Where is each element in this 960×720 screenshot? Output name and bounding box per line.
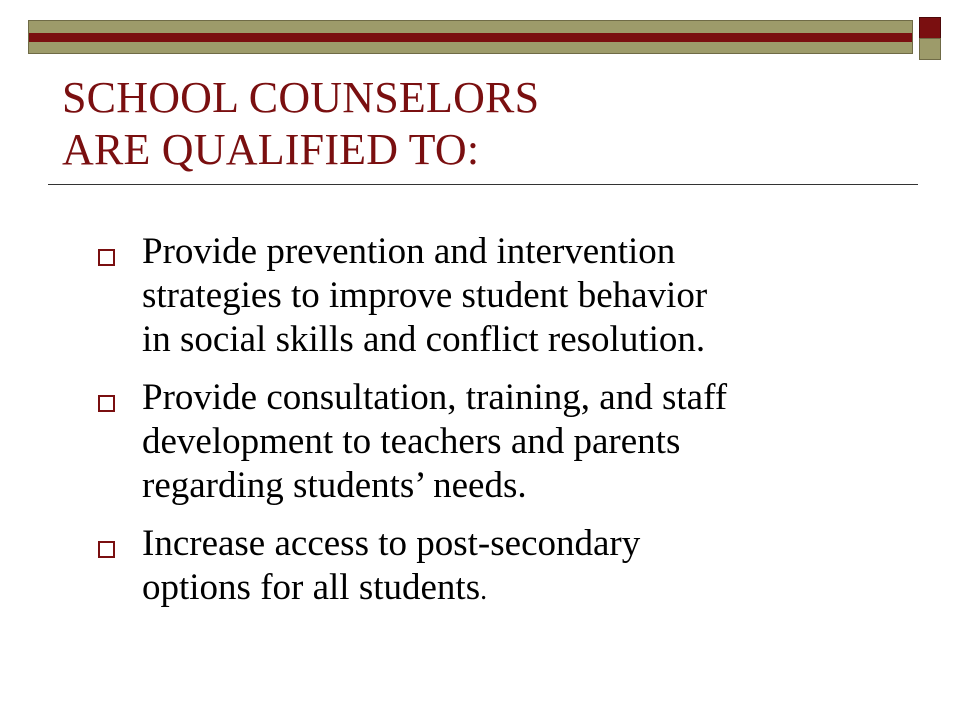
hollow-square-icon	[98, 249, 115, 266]
bullet-2-line-2: development to teachers and parents	[142, 421, 681, 462]
top-bar-red-stripe	[29, 33, 912, 42]
title-divider	[48, 184, 918, 185]
bullet-item-2	[96, 376, 916, 508]
bullet-item-1	[96, 230, 916, 362]
slide-title	[62, 72, 882, 176]
bullet-list	[96, 230, 916, 627]
bullet-2-line-3: regarding students’ needs.	[142, 465, 527, 506]
bullet-3-trailing-period: .	[480, 575, 488, 606]
title-line-2: ARE QUALIFIED TO:	[62, 125, 480, 174]
bullet-3-line-2-text: options for all students	[142, 567, 481, 608]
bullet-1-line-1: Provide prevention and intervention	[142, 231, 676, 272]
hollow-square-icon	[98, 395, 115, 412]
bullet-3-line-1: Increase access to post-secondary	[142, 523, 641, 564]
bullet-1-line-2: strategies to improve student behavior	[142, 275, 708, 316]
corner-square-olive	[919, 38, 941, 60]
hollow-square-icon	[98, 541, 115, 558]
title-line-1: SCHOOL COUNSELORS	[62, 73, 540, 122]
bullet-1-line-3: in social skills and conflict resolution.	[142, 319, 706, 360]
bullet-item-3	[96, 522, 916, 613]
top-decorative-bar	[28, 20, 913, 54]
bullet-3-line-2	[142, 566, 916, 613]
bullet-2-line-1: Provide consultation, training, and staff	[142, 377, 728, 418]
corner-square-red	[919, 17, 941, 39]
